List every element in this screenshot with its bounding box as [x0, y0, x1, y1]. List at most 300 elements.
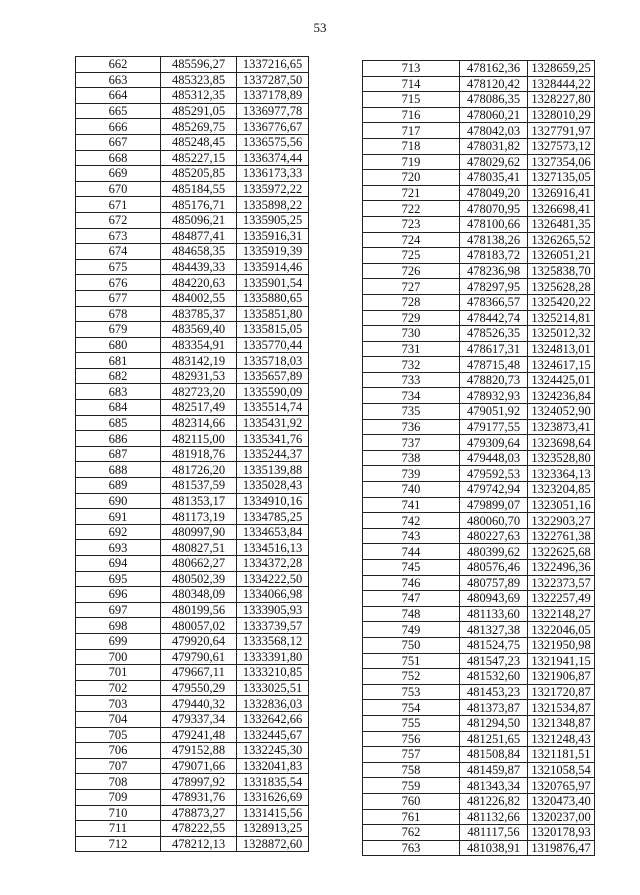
x-coordinate-cell: 478049,20 [460, 185, 528, 201]
y-coordinate-cell: 1321906,87 [528, 669, 595, 685]
point-number-cell: 753 [363, 684, 460, 700]
point-number-cell: 695 [76, 571, 161, 587]
x-coordinate-cell: 478042,03 [460, 123, 528, 139]
x-coordinate-cell: 479592,53 [460, 466, 528, 482]
table-row [76, 618, 309, 634]
y-coordinate-cell: 1321348,87 [528, 715, 595, 731]
point-number-cell: 702 [76, 680, 161, 696]
point-number-cell: 670 [76, 181, 161, 197]
point-number-cell: 726 [363, 263, 460, 279]
table-row [363, 840, 595, 856]
point-number-cell: 718 [363, 138, 460, 154]
y-coordinate-cell: 1325420,22 [528, 294, 595, 310]
y-coordinate-cell: 1337178,89 [237, 88, 309, 104]
y-coordinate-cell: 1335905,25 [237, 212, 309, 228]
y-coordinate-cell: 1326265,52 [528, 232, 595, 248]
point-number-cell: 715 [363, 92, 460, 108]
x-coordinate-cell: 481327,38 [460, 622, 528, 638]
point-number-cell: 748 [363, 606, 460, 622]
y-coordinate-cell: 1324236,84 [528, 388, 595, 404]
table-row [363, 341, 595, 357]
y-coordinate-cell: 1335880,65 [237, 290, 309, 306]
table-row [363, 497, 595, 513]
x-coordinate-cell: 478086,35 [460, 92, 528, 108]
table-row [76, 805, 309, 821]
point-number-cell: 673 [76, 228, 161, 244]
point-number-cell: 736 [363, 419, 460, 435]
table-row [76, 166, 309, 182]
y-coordinate-cell: 1335770,44 [237, 337, 309, 353]
x-coordinate-cell: 480576,46 [460, 560, 528, 576]
point-number-cell: 672 [76, 212, 161, 228]
table-row [363, 294, 595, 310]
table-row [363, 92, 595, 108]
x-coordinate-cell: 481532,60 [460, 669, 528, 685]
coordinates-table-left [75, 56, 309, 852]
x-coordinate-cell: 478236,98 [460, 263, 528, 279]
table-row [76, 57, 309, 73]
x-coordinate-cell: 481251,65 [460, 731, 528, 747]
table-row [363, 669, 595, 685]
y-coordinate-cell: 1322148,27 [528, 606, 595, 622]
y-coordinate-cell: 1335898,22 [237, 197, 309, 213]
point-number-cell: 721 [363, 185, 460, 201]
x-coordinate-cell: 480348,09 [161, 587, 237, 603]
table-row [76, 649, 309, 665]
point-number-cell: 691 [76, 509, 161, 525]
table-row [76, 228, 309, 244]
point-number-cell: 716 [363, 107, 460, 123]
y-coordinate-cell: 1336977,78 [237, 103, 309, 119]
x-coordinate-cell: 478162,36 [460, 61, 528, 77]
y-coordinate-cell: 1334653,84 [237, 524, 309, 540]
y-coordinate-cell: 1324425,01 [528, 372, 595, 388]
x-coordinate-cell: 478212,13 [161, 836, 237, 852]
point-number-cell: 759 [363, 778, 460, 794]
x-coordinate-cell: 485096,21 [161, 212, 237, 228]
x-coordinate-cell: 478715,48 [460, 357, 528, 373]
point-number-cell: 696 [76, 587, 161, 603]
point-number-cell: 705 [76, 727, 161, 743]
y-coordinate-cell: 1335341,76 [237, 431, 309, 447]
point-number-cell: 757 [363, 747, 460, 763]
table-row [363, 809, 595, 825]
x-coordinate-cell: 482517,49 [161, 400, 237, 416]
table-row [76, 306, 309, 322]
point-number-cell: 731 [363, 341, 460, 357]
y-coordinate-cell: 1320473,40 [528, 793, 595, 809]
point-number-cell: 758 [363, 762, 460, 778]
point-number-cell: 692 [76, 524, 161, 540]
y-coordinate-cell: 1337216,65 [237, 57, 309, 73]
table-row [76, 743, 309, 759]
y-coordinate-cell: 1323364,13 [528, 466, 595, 482]
point-number-cell: 720 [363, 170, 460, 186]
y-coordinate-cell: 1331415,56 [237, 805, 309, 821]
x-coordinate-cell: 478183,72 [460, 248, 528, 264]
y-coordinate-cell: 1326051,21 [528, 248, 595, 264]
point-number-cell: 737 [363, 435, 460, 451]
x-coordinate-cell: 478029,62 [460, 154, 528, 170]
point-number-cell: 675 [76, 259, 161, 275]
table-row [363, 762, 595, 778]
table-row [363, 466, 595, 482]
x-coordinate-cell: 480057,02 [161, 618, 237, 634]
y-coordinate-cell: 1334372,28 [237, 556, 309, 572]
point-number-cell: 751 [363, 653, 460, 669]
y-coordinate-cell: 1327354,06 [528, 154, 595, 170]
y-coordinate-cell: 1326916,41 [528, 185, 595, 201]
x-coordinate-cell: 480827,51 [161, 540, 237, 556]
x-coordinate-cell: 478873,27 [161, 805, 237, 821]
table-row [76, 493, 309, 509]
table-row [363, 263, 595, 279]
table-row [76, 665, 309, 681]
x-coordinate-cell: 479667,11 [161, 665, 237, 681]
x-coordinate-cell: 478820,73 [460, 372, 528, 388]
x-coordinate-cell: 478138,26 [460, 232, 528, 248]
x-coordinate-cell: 483142,19 [161, 353, 237, 369]
y-coordinate-cell: 1326698,41 [528, 201, 595, 217]
x-coordinate-cell: 483354,91 [161, 337, 237, 353]
point-number-cell: 666 [76, 119, 161, 135]
point-number-cell: 725 [363, 248, 460, 264]
point-number-cell: 686 [76, 431, 161, 447]
y-coordinate-cell: 1323873,41 [528, 419, 595, 435]
point-number-cell: 711 [76, 821, 161, 837]
point-number-cell: 671 [76, 197, 161, 213]
table-row [76, 353, 309, 369]
x-coordinate-cell: 478035,41 [460, 170, 528, 186]
point-number-cell: 701 [76, 665, 161, 681]
table-row [76, 134, 309, 150]
point-number-cell: 739 [363, 466, 460, 482]
y-coordinate-cell: 1333391,80 [237, 649, 309, 665]
table-row [363, 388, 595, 404]
y-coordinate-cell: 1335916,31 [237, 228, 309, 244]
x-coordinate-cell: 480943,69 [460, 591, 528, 607]
x-coordinate-cell: 479448,03 [460, 450, 528, 466]
point-number-cell: 677 [76, 290, 161, 306]
y-coordinate-cell: 1324813,01 [528, 341, 595, 357]
table-row [363, 123, 595, 139]
y-coordinate-cell: 1321950,98 [528, 637, 595, 653]
x-coordinate-cell: 478297,95 [460, 279, 528, 295]
table-row [76, 197, 309, 213]
x-coordinate-cell: 479440,32 [161, 696, 237, 712]
table-row [363, 575, 595, 591]
table-row [76, 119, 309, 135]
y-coordinate-cell: 1335244,37 [237, 446, 309, 462]
table-row [76, 415, 309, 431]
table-row [363, 138, 595, 154]
table-row [363, 185, 595, 201]
y-coordinate-cell: 1334516,13 [237, 540, 309, 556]
point-number-cell: 755 [363, 715, 460, 731]
y-coordinate-cell: 1334222,50 [237, 571, 309, 587]
y-coordinate-cell: 1320178,93 [528, 825, 595, 841]
table-row [363, 61, 595, 77]
point-number-cell: 717 [363, 123, 460, 139]
table-row [76, 540, 309, 556]
table-row [363, 372, 595, 388]
table-row [363, 778, 595, 794]
point-number-cell: 700 [76, 649, 161, 665]
x-coordinate-cell: 485248,45 [161, 134, 237, 150]
point-number-cell: 679 [76, 322, 161, 338]
table-row [363, 637, 595, 653]
table-row [76, 275, 309, 291]
point-number-cell: 727 [363, 279, 460, 295]
x-coordinate-cell: 479920,64 [161, 633, 237, 649]
x-coordinate-cell: 478932,93 [460, 388, 528, 404]
y-coordinate-cell: 1322625,68 [528, 544, 595, 560]
point-number-cell: 754 [363, 700, 460, 716]
x-coordinate-cell: 485176,71 [161, 197, 237, 213]
table-row [363, 715, 595, 731]
point-number-cell: 708 [76, 774, 161, 790]
x-coordinate-cell: 485205,85 [161, 166, 237, 182]
x-coordinate-cell: 485596,27 [161, 57, 237, 73]
y-coordinate-cell: 1325628,28 [528, 279, 595, 295]
table-row [76, 774, 309, 790]
x-coordinate-cell: 482314,66 [161, 415, 237, 431]
y-coordinate-cell: 1327135,05 [528, 170, 595, 186]
y-coordinate-cell: 1334066,98 [237, 587, 309, 603]
x-coordinate-cell: 479177,55 [460, 419, 528, 435]
table-row [76, 337, 309, 353]
y-coordinate-cell: 1336374,44 [237, 150, 309, 166]
table-row [76, 587, 309, 603]
x-coordinate-cell: 485323,85 [161, 72, 237, 88]
point-number-cell: 743 [363, 528, 460, 544]
y-coordinate-cell: 1335718,03 [237, 353, 309, 369]
y-coordinate-cell: 1327791,97 [528, 123, 595, 139]
table-row [363, 825, 595, 841]
table-row [76, 150, 309, 166]
point-number-cell: 733 [363, 372, 460, 388]
y-coordinate-cell: 1322046,05 [528, 622, 595, 638]
x-coordinate-cell: 479899,07 [460, 497, 528, 513]
y-coordinate-cell: 1325214,81 [528, 310, 595, 326]
table-row [76, 571, 309, 587]
point-number-cell: 760 [363, 793, 460, 809]
x-coordinate-cell: 482931,53 [161, 368, 237, 384]
table-row [76, 478, 309, 494]
table-row [363, 326, 595, 342]
y-coordinate-cell: 1335431,92 [237, 415, 309, 431]
y-coordinate-cell: 1335919,39 [237, 244, 309, 260]
y-coordinate-cell: 1335028,43 [237, 478, 309, 494]
table-row [76, 462, 309, 478]
table-row [76, 446, 309, 462]
table-row [363, 216, 595, 232]
table-row [76, 556, 309, 572]
x-coordinate-cell: 481453,23 [460, 684, 528, 700]
table-row [76, 602, 309, 618]
table-row [363, 653, 595, 669]
point-number-cell: 704 [76, 711, 161, 727]
table-row [76, 244, 309, 260]
x-coordinate-cell: 481132,66 [460, 809, 528, 825]
point-number-cell: 752 [363, 669, 460, 685]
table-row [76, 181, 309, 197]
y-coordinate-cell: 1322496,36 [528, 560, 595, 576]
x-coordinate-cell: 480227,63 [460, 528, 528, 544]
table-row [363, 279, 595, 295]
x-coordinate-cell: 478222,55 [161, 821, 237, 837]
point-number-cell: 722 [363, 201, 460, 217]
point-number-cell: 763 [363, 840, 460, 856]
y-coordinate-cell: 1326481,35 [528, 216, 595, 232]
x-coordinate-cell: 481353,17 [161, 493, 237, 509]
point-number-cell: 663 [76, 72, 161, 88]
point-number-cell: 729 [363, 310, 460, 326]
point-number-cell: 674 [76, 244, 161, 260]
table-row [363, 560, 595, 576]
y-coordinate-cell: 1331626,69 [237, 789, 309, 805]
x-coordinate-cell: 480997,90 [161, 524, 237, 540]
x-coordinate-cell: 478060,21 [460, 107, 528, 123]
point-number-cell: 669 [76, 166, 161, 182]
x-coordinate-cell: 480757,89 [460, 575, 528, 591]
y-coordinate-cell: 1324052,90 [528, 404, 595, 420]
y-coordinate-cell: 1323528,80 [528, 450, 595, 466]
x-coordinate-cell: 479051,92 [460, 404, 528, 420]
point-number-cell: 723 [363, 216, 460, 232]
x-coordinate-cell: 480662,27 [161, 556, 237, 572]
table-row [363, 419, 595, 435]
y-coordinate-cell: 1333025,51 [237, 680, 309, 696]
table-row [363, 404, 595, 420]
point-number-cell: 662 [76, 57, 161, 73]
x-coordinate-cell: 479742,94 [460, 482, 528, 498]
y-coordinate-cell: 1335514,74 [237, 400, 309, 416]
y-coordinate-cell: 1328659,25 [528, 61, 595, 77]
point-number-cell: 678 [76, 306, 161, 322]
x-coordinate-cell: 484439,33 [161, 259, 237, 275]
table-row [363, 731, 595, 747]
x-coordinate-cell: 485269,75 [161, 119, 237, 135]
y-coordinate-cell: 1332642,66 [237, 711, 309, 727]
point-number-cell: 746 [363, 575, 460, 591]
point-number-cell: 665 [76, 103, 161, 119]
x-coordinate-cell: 484002,55 [161, 290, 237, 306]
table-row [76, 789, 309, 805]
point-number-cell: 750 [363, 637, 460, 653]
point-number-cell: 756 [363, 731, 460, 747]
y-coordinate-cell: 1334910,16 [237, 493, 309, 509]
table-row [363, 591, 595, 607]
y-coordinate-cell: 1321720,87 [528, 684, 595, 700]
table-row [363, 248, 595, 264]
table-row [76, 727, 309, 743]
point-number-cell: 685 [76, 415, 161, 431]
table-row [76, 711, 309, 727]
x-coordinate-cell: 478617,31 [460, 341, 528, 357]
x-coordinate-cell: 481226,82 [460, 793, 528, 809]
y-coordinate-cell: 1320237,00 [528, 809, 595, 825]
point-number-cell: 690 [76, 493, 161, 509]
point-number-cell: 745 [363, 560, 460, 576]
x-coordinate-cell: 480199,56 [161, 602, 237, 618]
x-coordinate-cell: 484877,41 [161, 228, 237, 244]
point-number-cell: 707 [76, 758, 161, 774]
y-coordinate-cell: 1325838,70 [528, 263, 595, 279]
x-coordinate-cell: 483569,40 [161, 322, 237, 338]
point-number-cell: 761 [363, 809, 460, 825]
y-coordinate-cell: 1333568,12 [237, 633, 309, 649]
point-number-cell: 676 [76, 275, 161, 291]
x-coordinate-cell: 478070,95 [460, 201, 528, 217]
x-coordinate-cell: 481547,23 [460, 653, 528, 669]
x-coordinate-cell: 479152,88 [161, 743, 237, 759]
table-row [76, 680, 309, 696]
table-row [363, 482, 595, 498]
x-coordinate-cell: 485184,55 [161, 181, 237, 197]
x-coordinate-cell: 481294,50 [460, 715, 528, 731]
table-row [363, 76, 595, 92]
point-number-cell: 689 [76, 478, 161, 494]
point-number-cell: 724 [363, 232, 460, 248]
y-coordinate-cell: 1333739,57 [237, 618, 309, 634]
x-coordinate-cell: 478526,35 [460, 326, 528, 342]
y-coordinate-cell: 1325012,32 [528, 326, 595, 342]
table-row [76, 212, 309, 228]
y-coordinate-cell: 1321941,15 [528, 653, 595, 669]
table-row [76, 696, 309, 712]
y-coordinate-cell: 1332836,03 [237, 696, 309, 712]
y-coordinate-cell: 1322373,57 [528, 575, 595, 591]
y-coordinate-cell: 1332445,67 [237, 727, 309, 743]
y-coordinate-cell: 1337287,50 [237, 72, 309, 88]
x-coordinate-cell: 479790,61 [161, 649, 237, 665]
y-coordinate-cell: 1332245,30 [237, 743, 309, 759]
table-row [363, 450, 595, 466]
y-coordinate-cell: 1322761,38 [528, 528, 595, 544]
table-row [363, 107, 595, 123]
x-coordinate-cell: 480502,39 [161, 571, 237, 587]
table-row [76, 400, 309, 416]
x-coordinate-cell: 478120,42 [460, 76, 528, 92]
point-number-cell: 732 [363, 357, 460, 373]
x-coordinate-cell: 479071,66 [161, 758, 237, 774]
point-number-cell: 762 [363, 825, 460, 841]
point-number-cell: 699 [76, 633, 161, 649]
coordinates-table-right [362, 60, 595, 856]
y-coordinate-cell: 1335901,54 [237, 275, 309, 291]
table-row [363, 357, 595, 373]
x-coordinate-cell: 481459,87 [460, 762, 528, 778]
x-coordinate-cell: 481038,91 [460, 840, 528, 856]
point-number-cell: 740 [363, 482, 460, 498]
table-row [363, 232, 595, 248]
x-coordinate-cell: 482723,20 [161, 384, 237, 400]
y-coordinate-cell: 1328444,22 [528, 76, 595, 92]
x-coordinate-cell: 482115,00 [161, 431, 237, 447]
table-row [76, 524, 309, 540]
point-number-cell: 683 [76, 384, 161, 400]
x-coordinate-cell: 481537,59 [161, 478, 237, 494]
point-number-cell: 680 [76, 337, 161, 353]
y-coordinate-cell: 1323051,16 [528, 497, 595, 513]
table-row [76, 88, 309, 104]
x-coordinate-cell: 479337,34 [161, 711, 237, 727]
table-row [76, 821, 309, 837]
point-number-cell: 664 [76, 88, 161, 104]
point-number-cell: 730 [363, 326, 460, 342]
x-coordinate-cell: 483785,37 [161, 306, 237, 322]
